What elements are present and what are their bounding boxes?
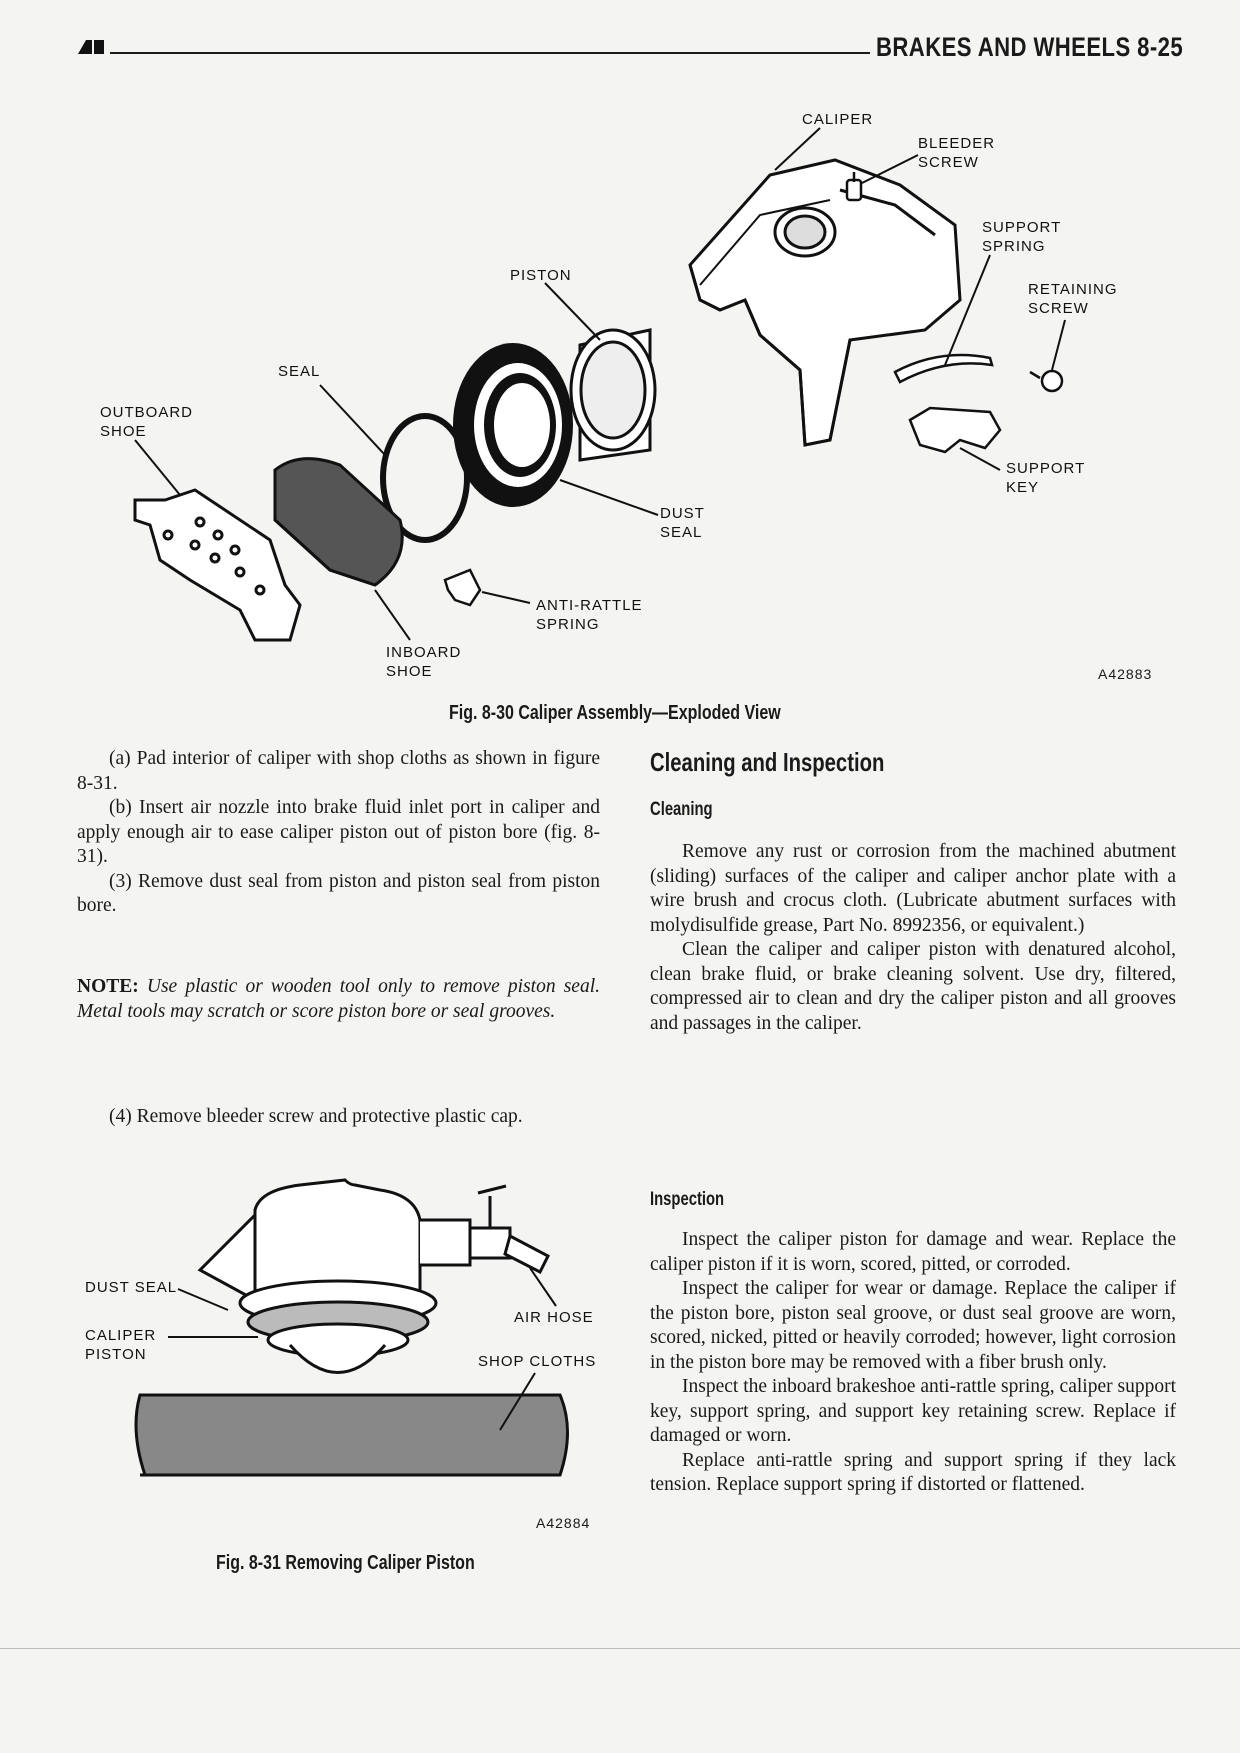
label-dust-seal-831: DUST SEAL <box>85 1279 178 1296</box>
cleaning-heading: Cleaning <box>650 799 713 820</box>
bottom-scan-edge <box>0 1648 1240 1649</box>
note-label: NOTE: <box>77 976 139 997</box>
cleaning-inspection-heading: Cleaning and Inspection <box>650 747 885 777</box>
figure-8-30-code: A42883 <box>1098 666 1153 682</box>
label-seal: SEAL <box>278 363 321 380</box>
paragraph-4: (4) Remove bleeder screw and protective plastic cap. <box>109 1106 523 1127</box>
cleaning-paragraph-1: Remove any rust or corrosion from the machined abutment (sliding) surfaces of the caliper and caliper anchor plate with a wire brush and crocus cloth. (Lubricate abutment surfaces with molydisulfide grease, Part No. 8992356, or equivalent.) <box>650 841 1176 936</box>
cleaning-paragraph-2: Clean the caliper and caliper piston with denatured alcohol, clean brake fluid, or brake cleaning solvent. Use dry, filtered, compressed air to clean and dry the caliper piston and all grooves and passages in the caliper. <box>650 939 1176 1034</box>
label-air-hose: AIR HOSE <box>514 1309 594 1326</box>
figure-8-31-code: A42884 <box>536 1515 591 1531</box>
label-bleeder-screw: BLEEDER SCREW <box>918 135 996 171</box>
note-text: Use plastic or wooden tool only to remove piston seal. Metal tools may scratch or score piston bore or seal grooves. <box>77 976 600 1022</box>
shop-cloth-roll <box>136 1395 568 1475</box>
figure-8-31-caption: Fig. 8-31 Removing Caliper Piston <box>216 1552 475 1574</box>
inspection-paragraph-1: Inspect the caliper piston for damage and wear. Replace the caliper piston if it is worn, scored, pitted, or corroded. <box>650 1229 1176 1275</box>
label-inboard-shoe: INBOARD SHOE <box>386 644 462 680</box>
air-fitting <box>470 1186 548 1272</box>
paragraph-a: (a) Pad interior of caliper with shop cloths as shown in figure 8-31. <box>77 748 600 794</box>
figure-8-30-caption: Fig. 8-30 Caliper Assembly—Exploded View <box>449 702 781 724</box>
label-shop-cloths: SHOP CLOTHS <box>478 1353 597 1370</box>
label-support-key: SUPPORT KEY <box>1006 460 1086 496</box>
label-retaining-screw: RETAINING SCREW <box>1028 281 1118 317</box>
label-outboard-shoe: OUTBOARD SHOE <box>100 404 194 440</box>
paragraph-b: (b) Insert air nozzle into brake fluid inlet port in caliper and apply enough air to ease caliper piston out of piston bore (fig. 8-31). <box>77 797 600 867</box>
caliper-body <box>200 1180 470 1373</box>
inspection-block <box>650 1228 1176 1498</box>
paragraph-3: (3) Remove dust seal from piston and piston seal from piston bore. <box>77 870 600 916</box>
inspection-paragraph-3: Inspect the inboard brakeshoe anti-rattle spring, caliper support key, support spring, and support key retaining screw. Replace if damaged or worn. <box>650 1376 1176 1446</box>
label-piston: PISTON <box>510 267 572 284</box>
inspection-paragraph-4: Replace anti-rattle spring and support spring if they lack tension. Replace support spring if distorted or flattened. <box>650 1449 1176 1495</box>
label-support-spring: SUPPORT SPRING <box>982 219 1062 255</box>
cleaning-block <box>650 840 1176 1036</box>
inspection-heading: Inspection <box>650 1189 725 1210</box>
label-dust-seal: DUST SEAL <box>660 505 705 541</box>
label-anti-rattle-spring: ANTI-RATTLE SPRING <box>536 597 643 633</box>
label-caliper-piston: CALIPER PISTON <box>85 1327 157 1363</box>
page-header-title: BRAKES AND WHEELS 8-25 <box>876 32 1184 62</box>
inspection-paragraph-2: Inspect the caliper for wear or damage. Replace the caliper if the piston bore, piston seal groove, or dust seal groove are worn, scored, nicked, pitted or heavily corroded; however, light corrosion in the piston bore may be removed with a fiber brush only. <box>650 1278 1176 1373</box>
label-caliper: CALIPER <box>802 111 874 128</box>
